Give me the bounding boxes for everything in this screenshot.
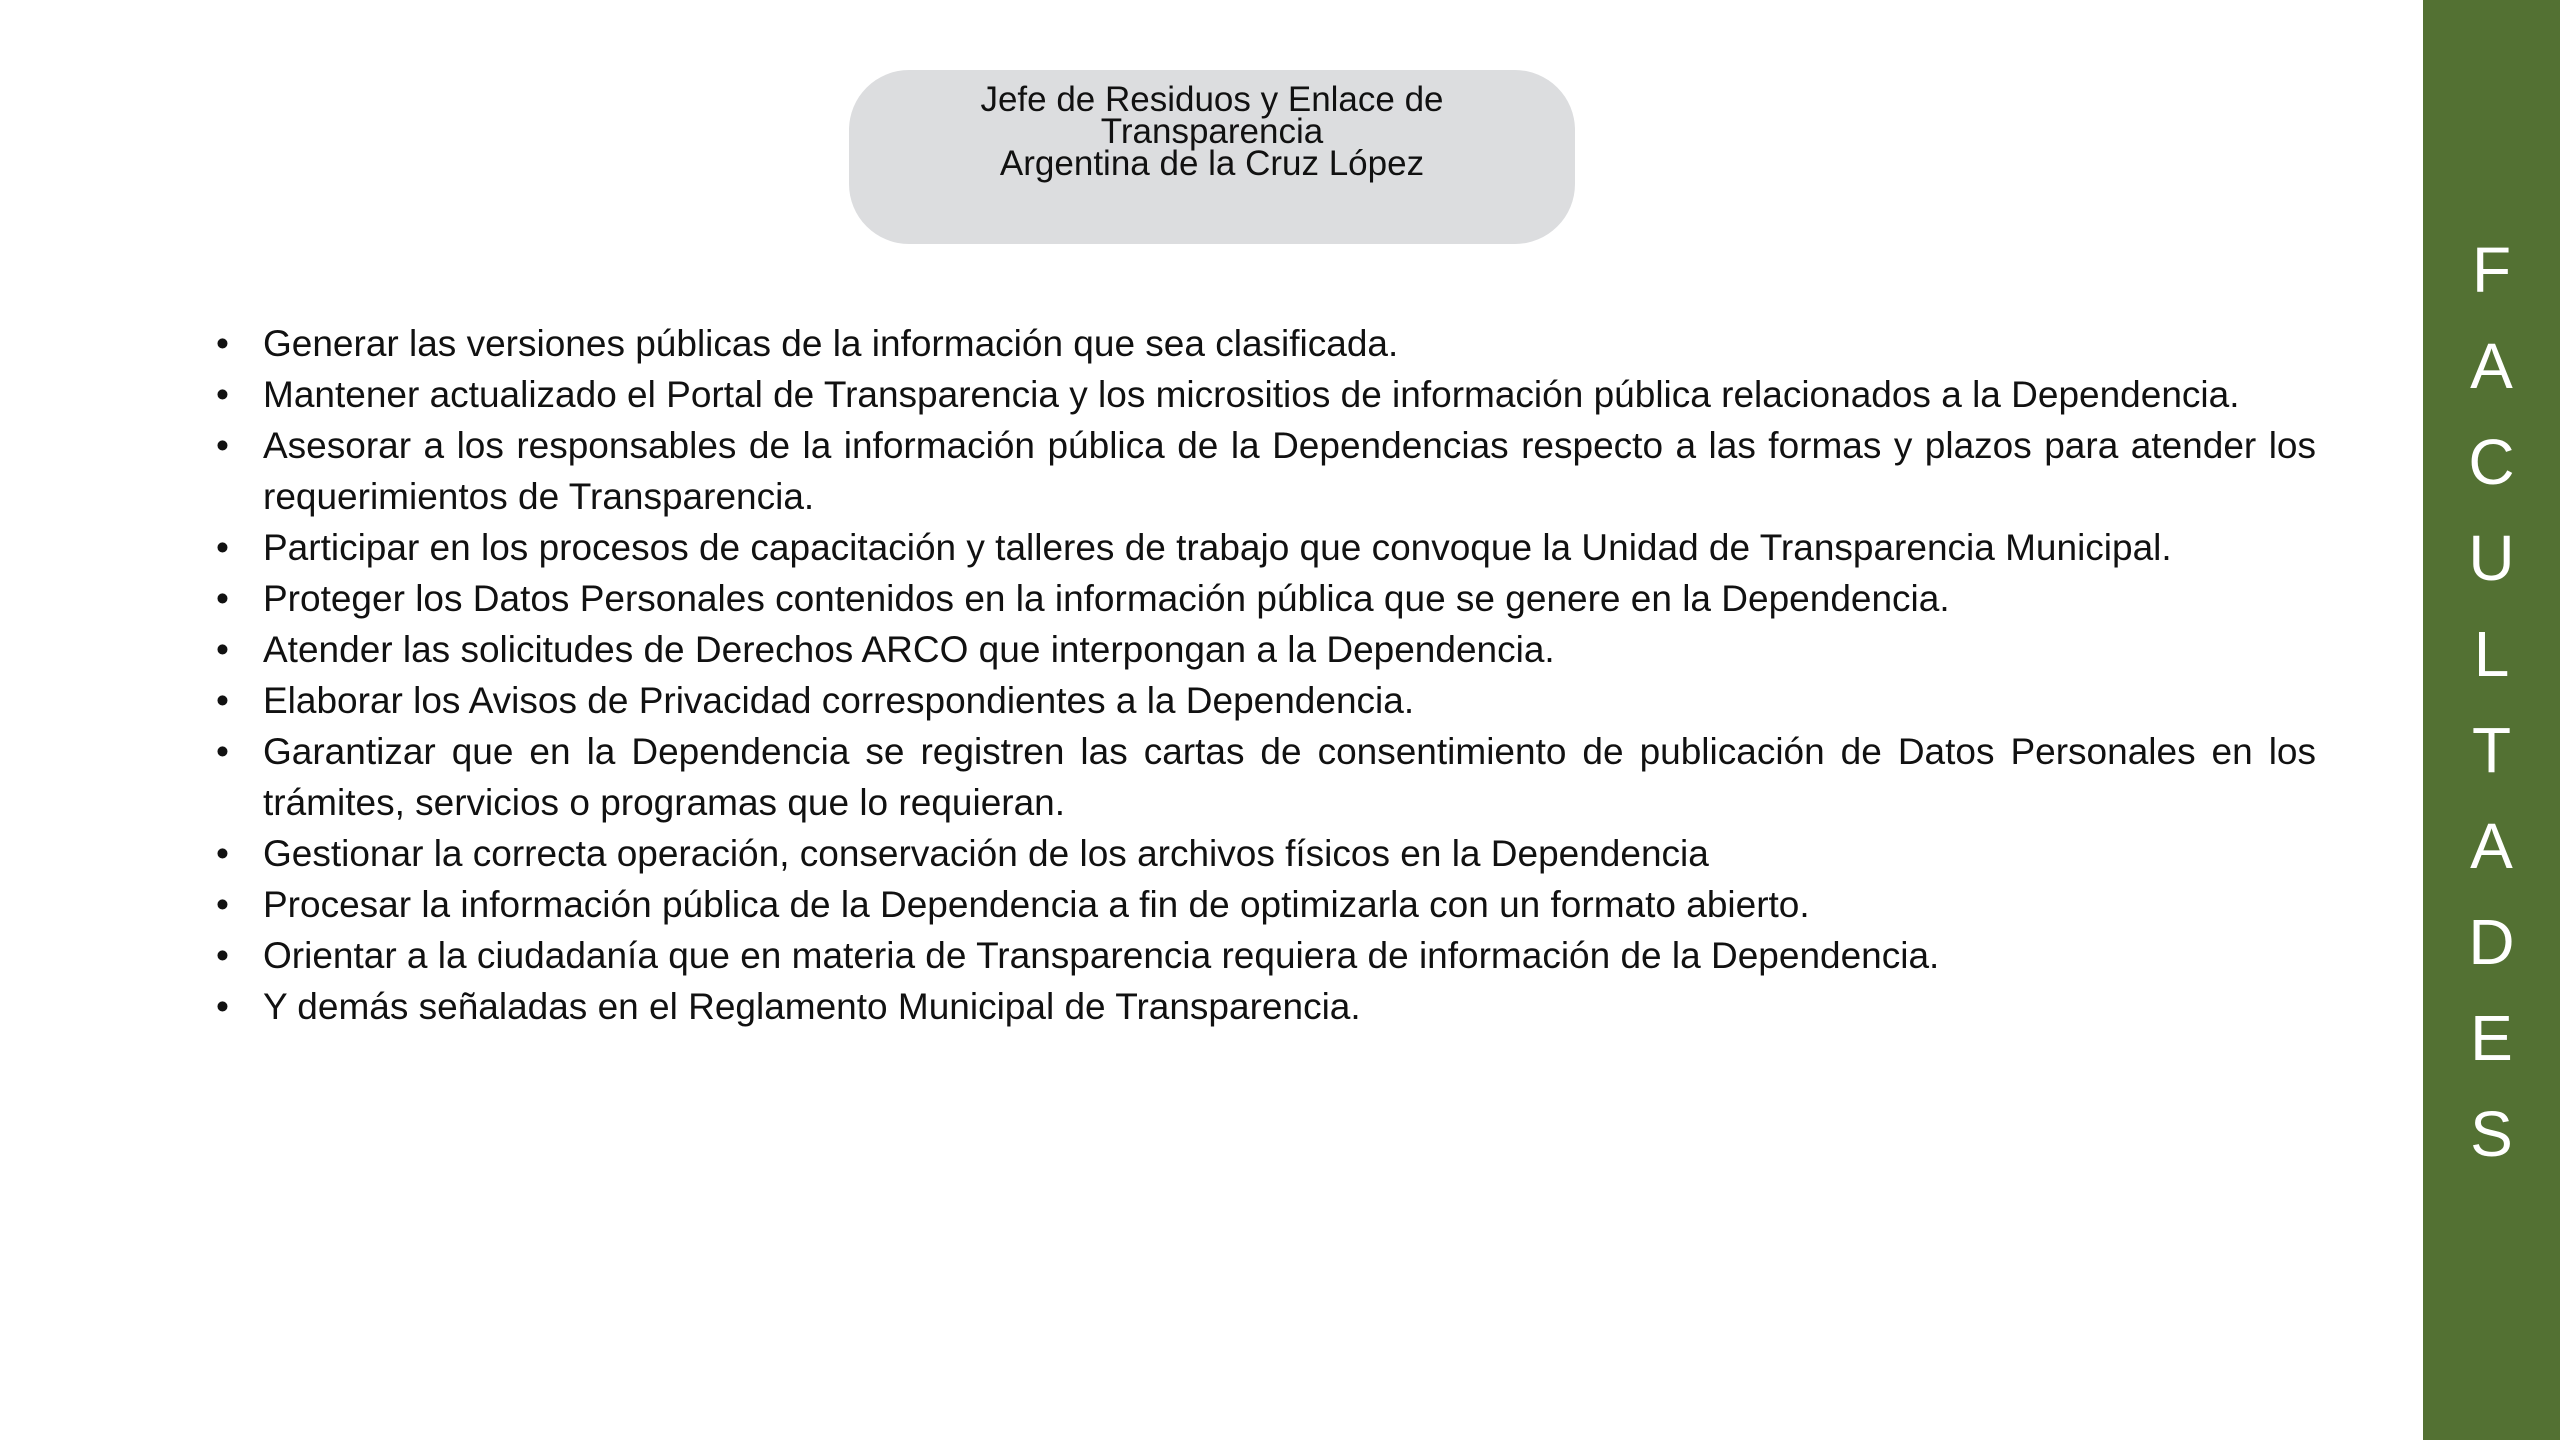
header-box: [849, 70, 1575, 244]
list-item: [213, 828, 2316, 879]
duties-list: [213, 318, 2316, 1032]
list-item-text: Garantizar que en la Dependencia se registren las cartas de consentimiento de publicación de Datos Personales en los trámites, servicios o programas que lo requieran.: [263, 731, 2316, 823]
list-item: [213, 369, 2316, 420]
bullet-icon: •: [216, 986, 229, 1027]
list-item: [213, 522, 2316, 573]
side-bar: [2423, 0, 2560, 1440]
side-label: [2423, 222, 2560, 1182]
list-item-text: Asesorar a los responsables de la información pública de la Dependencias respecto a las formas y plazos para atender los requerimientos de Transparencia.: [263, 425, 2316, 517]
header-name: Argentina de la Cruz López: [999, 144, 1425, 183]
list-item-text: Proteger los Datos Personales contenidos en la información pública que se genere en la Dependencia.: [263, 578, 1950, 619]
list-item: [213, 879, 2316, 930]
list-item-text: Elaborar los Avisos de Privacidad correspondientes a la Dependencia.: [263, 680, 1415, 721]
bullet-icon: •: [216, 629, 229, 670]
side-label-letter: S: [2470, 1098, 2513, 1170]
bullet-icon: •: [216, 935, 229, 976]
bullet-icon: •: [216, 323, 229, 364]
list-item-text: Mantener actualizado el Portal de Transparencia y los micrositios de información pública relacionados a la Dependencia.: [263, 374, 2240, 415]
header-title-line1: Jefe de Residuos y Enlace de: [980, 80, 1444, 119]
side-label-letter: U: [2468, 522, 2515, 594]
bullet-icon: •: [216, 680, 229, 721]
side-label-letter: T: [2471, 714, 2512, 786]
side-label-letter: E: [2470, 1002, 2513, 1074]
bullet-icon: •: [216, 833, 229, 874]
list-item-text: Gestionar la correcta operación, conservación de los archivos físicos en la Dependencia: [263, 833, 1709, 874]
list-item-text: Participar en los procesos de capacitación y talleres de trabajo que convoque la Unidad de Transparencia Municipal.: [263, 527, 2172, 568]
bullet-icon: •: [216, 731, 229, 772]
list-item-text: Y demás señaladas en el Reglamento Municipal de Transparencia.: [263, 986, 1361, 1027]
list-item-text: Generar las versiones públicas de la información que sea clasificada.: [263, 323, 1399, 364]
list-item-text: Orientar a la ciudadanía que en materia de Transparencia requiera de información de la Dependencia.: [263, 935, 1940, 976]
bullet-icon: •: [216, 425, 229, 466]
bullet-icon: •: [216, 374, 229, 415]
list-item: [213, 981, 2316, 1032]
side-label-letter: L: [2473, 618, 2510, 690]
list-item: [213, 726, 2316, 828]
list-item-text: Atender las solicitudes de Derechos ARCO que interpongan a la Dependencia.: [263, 629, 1555, 670]
list-item: [213, 930, 2316, 981]
list-item: [213, 420, 2316, 522]
bullet-icon: •: [216, 578, 229, 619]
side-label-letter: A: [2470, 810, 2513, 882]
side-label-letter: A: [2470, 330, 2513, 402]
header-title-line2: Transparencia: [1100, 112, 1324, 151]
side-label-letter: C: [2468, 426, 2515, 498]
side-label-letter: D: [2468, 906, 2515, 978]
list-item-text: Procesar la información pública de la Dependencia a fin de optimizarla con un formato abierto.: [263, 884, 1810, 925]
list-item: [213, 675, 2316, 726]
bullet-icon: •: [216, 884, 229, 925]
bullet-icon: •: [216, 527, 229, 568]
list-item: [213, 573, 2316, 624]
list-item: [213, 624, 2316, 675]
list-item: [213, 318, 2316, 369]
side-label-letter: F: [2471, 234, 2512, 306]
